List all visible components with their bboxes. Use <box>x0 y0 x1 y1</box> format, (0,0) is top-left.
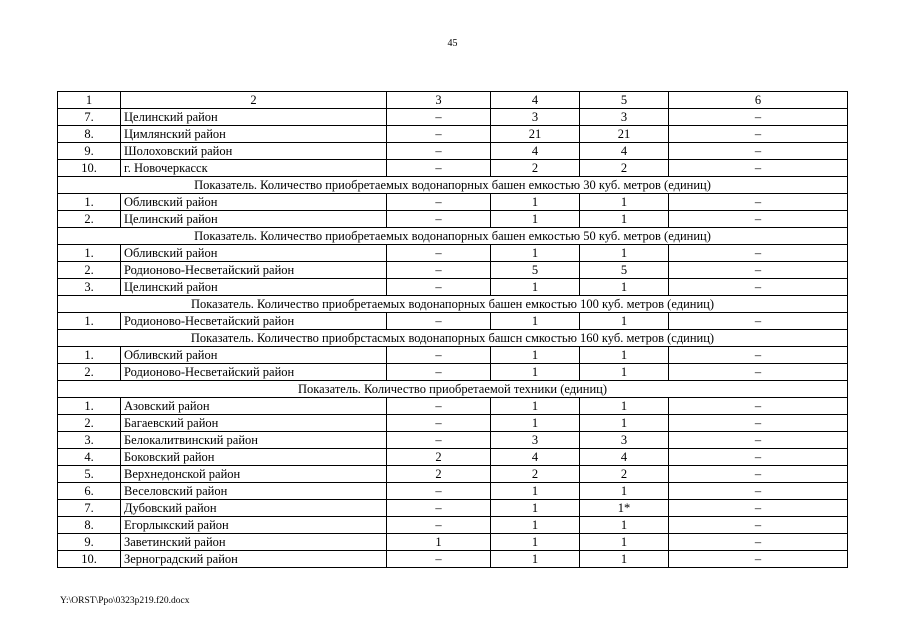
district-name-cell: Егорлыкский район <box>121 517 387 534</box>
value-cell-col5: 4 <box>580 449 669 466</box>
value-cell-col6: – <box>669 211 848 228</box>
section-heading-row <box>58 177 848 194</box>
table-row <box>58 109 848 126</box>
value-cell-col6: – <box>669 466 848 483</box>
row-number-cell: 10. <box>58 160 121 177</box>
district-name-cell: Верхнедонской район <box>121 466 387 483</box>
value-cell-col4: 1 <box>491 534 580 551</box>
value-cell-col5: 1 <box>580 415 669 432</box>
table-row <box>58 398 848 415</box>
value-cell-col3: – <box>387 245 491 262</box>
value-cell-col3: – <box>387 160 491 177</box>
district-name-cell: Цимлянский район <box>121 126 387 143</box>
value-cell-col6: – <box>669 500 848 517</box>
value-cell-col6: – <box>669 109 848 126</box>
column-header-cell: 3 <box>387 92 491 109</box>
value-cell-col3: – <box>387 551 491 568</box>
row-number-cell: 6. <box>58 483 121 500</box>
table-row <box>58 347 848 364</box>
row-number-cell: 1. <box>58 194 121 211</box>
value-cell-col4: 2 <box>491 160 580 177</box>
column-header-cell: 2 <box>121 92 387 109</box>
value-cell-col3: – <box>387 126 491 143</box>
district-name-cell: Целинский район <box>121 279 387 296</box>
value-cell-col4: 1 <box>491 483 580 500</box>
value-cell-col4: 1 <box>491 517 580 534</box>
value-cell-col6: – <box>669 245 848 262</box>
value-cell-col4: 1 <box>491 364 580 381</box>
district-name-cell: Целинский район <box>121 109 387 126</box>
section-heading-row <box>58 296 848 313</box>
value-cell-col5: 1 <box>580 313 669 330</box>
table-row <box>58 466 848 483</box>
value-cell-col4: 1 <box>491 500 580 517</box>
district-name-cell: Белокалитвинский район <box>121 432 387 449</box>
value-cell-col5: 3 <box>580 432 669 449</box>
value-cell-col4: 1 <box>491 347 580 364</box>
value-cell-col3: – <box>387 279 491 296</box>
table-row <box>58 415 848 432</box>
value-cell-col3: – <box>387 143 491 160</box>
district-name-cell: Родионово-Несветайский район <box>121 262 387 279</box>
table-row <box>58 432 848 449</box>
value-cell-col4: 1 <box>491 313 580 330</box>
table-header-row <box>58 92 848 109</box>
district-name-cell: Шолоховский район <box>121 143 387 160</box>
value-cell-col3: – <box>387 211 491 228</box>
value-cell-col4: 21 <box>491 126 580 143</box>
value-cell-col5: 2 <box>580 160 669 177</box>
table-row <box>58 211 848 228</box>
value-cell-col5: 1 <box>580 517 669 534</box>
value-cell-col4: 5 <box>491 262 580 279</box>
value-cell-col4: 1 <box>491 415 580 432</box>
row-number-cell: 8. <box>58 517 121 534</box>
district-name-cell: Обливский район <box>121 194 387 211</box>
value-cell-col6: – <box>669 262 848 279</box>
row-number-cell: 9. <box>58 143 121 160</box>
table-row <box>58 551 848 568</box>
value-cell-col3: – <box>387 313 491 330</box>
value-cell-col5: 1 <box>580 364 669 381</box>
value-cell-col5: 1 <box>580 398 669 415</box>
value-cell-col3: 2 <box>387 449 491 466</box>
value-cell-col6: – <box>669 313 848 330</box>
value-cell-col5: 1* <box>580 500 669 517</box>
value-cell-col4: 1 <box>491 211 580 228</box>
value-cell-col6: – <box>669 517 848 534</box>
value-cell-col6: – <box>669 432 848 449</box>
table-row <box>58 534 848 551</box>
column-header-cell: 6 <box>669 92 848 109</box>
value-cell-col4: 1 <box>491 279 580 296</box>
value-cell-col5: 3 <box>580 109 669 126</box>
row-number-cell: 8. <box>58 126 121 143</box>
value-cell-col3: – <box>387 432 491 449</box>
value-cell-col4: 4 <box>491 143 580 160</box>
value-cell-col3: 1 <box>387 534 491 551</box>
value-cell-col5: 21 <box>580 126 669 143</box>
section-heading: Показатель. Количество приобретаемых водонапорных башен емкостью 30 куб. метров (единиц) <box>58 177 848 194</box>
value-cell-col4: 1 <box>491 194 580 211</box>
row-number-cell: 3. <box>58 432 121 449</box>
table-row <box>58 160 848 177</box>
value-cell-col5: 5 <box>580 262 669 279</box>
table-row <box>58 313 848 330</box>
value-cell-col3: – <box>387 194 491 211</box>
data-table <box>57 91 848 568</box>
district-name-cell: Родионово-Несветайский район <box>121 313 387 330</box>
table-row <box>58 279 848 296</box>
value-cell-col6: – <box>669 126 848 143</box>
table-row <box>58 449 848 466</box>
table-row <box>58 126 848 143</box>
row-number-cell: 4. <box>58 449 121 466</box>
value-cell-col3: – <box>387 517 491 534</box>
row-number-cell: 2. <box>58 211 121 228</box>
column-header-cell: 5 <box>580 92 669 109</box>
value-cell-col3: – <box>387 500 491 517</box>
value-cell-col3: – <box>387 347 491 364</box>
district-name-cell: Веселовский район <box>121 483 387 500</box>
section-heading: Показатель. Количество приобретаемой техники (единиц) <box>58 381 848 398</box>
district-name-cell: Заветинский район <box>121 534 387 551</box>
value-cell-col3: – <box>387 415 491 432</box>
value-cell-col6: – <box>669 194 848 211</box>
district-name-cell: Обливский район <box>121 347 387 364</box>
value-cell-col5: 2 <box>580 466 669 483</box>
value-cell-col4: 1 <box>491 551 580 568</box>
value-cell-col3: – <box>387 364 491 381</box>
value-cell-col4: 4 <box>491 449 580 466</box>
district-name-cell: Родионово-Несветайский район <box>121 364 387 381</box>
row-number-cell: 1. <box>58 313 121 330</box>
value-cell-col4: 1 <box>491 398 580 415</box>
table-body <box>58 92 848 568</box>
section-heading: Показатель. Количество приобретаемых водонапорных башен емкостью 50 куб. метров (единиц) <box>58 228 848 245</box>
district-name-cell: Азовский район <box>121 398 387 415</box>
value-cell-col5: 4 <box>580 143 669 160</box>
row-number-cell: 1. <box>58 398 121 415</box>
district-name-cell: Обливский район <box>121 245 387 262</box>
table-row <box>58 245 848 262</box>
value-cell-col3: 2 <box>387 466 491 483</box>
district-name-cell: Зерноградский район <box>121 551 387 568</box>
value-cell-col6: – <box>669 279 848 296</box>
table-row <box>58 517 848 534</box>
value-cell-col3: – <box>387 109 491 126</box>
table-row <box>58 500 848 517</box>
value-cell-col6: – <box>669 551 848 568</box>
value-cell-col6: – <box>669 483 848 500</box>
value-cell-col4: 2 <box>491 466 580 483</box>
table-row <box>58 194 848 211</box>
table-row <box>58 483 848 500</box>
row-number-cell: 5. <box>58 466 121 483</box>
file-path-footer: Y:\ORST\Ppo\0323p219.f20.docx <box>60 596 190 606</box>
value-cell-col5: 1 <box>580 347 669 364</box>
row-number-cell: 10. <box>58 551 121 568</box>
value-cell-col6: – <box>669 143 848 160</box>
value-cell-col5: 1 <box>580 551 669 568</box>
value-cell-col6: – <box>669 160 848 177</box>
value-cell-col5: 1 <box>580 211 669 228</box>
value-cell-col4: 1 <box>491 245 580 262</box>
district-name-cell: Багаевский район <box>121 415 387 432</box>
row-number-cell: 7. <box>58 109 121 126</box>
value-cell-col5: 1 <box>580 483 669 500</box>
district-name-cell: Целинский район <box>121 211 387 228</box>
section-heading-row <box>58 330 848 347</box>
value-cell-col6: – <box>669 398 848 415</box>
value-cell-col3: – <box>387 483 491 500</box>
row-number-cell: 3. <box>58 279 121 296</box>
section-heading-row <box>58 228 848 245</box>
section-heading: Показатель. Количество приобретаемых водонапорных башен емкостью 100 куб. метров (единиц) <box>58 296 848 313</box>
value-cell-col6: – <box>669 449 848 466</box>
value-cell-col5: 1 <box>580 534 669 551</box>
value-cell-col6: – <box>669 534 848 551</box>
row-number-cell: 1. <box>58 347 121 364</box>
value-cell-col5: 1 <box>580 279 669 296</box>
value-cell-col3: – <box>387 262 491 279</box>
value-cell-col6: – <box>669 347 848 364</box>
value-cell-col3: – <box>387 398 491 415</box>
row-number-cell: 9. <box>58 534 121 551</box>
table-row <box>58 262 848 279</box>
section-heading: Показатель. Количество приобрстасмых водонапорных башсн смкостью 160 куб. метров (сдиниц) <box>58 330 848 347</box>
page-number: 45 <box>447 38 458 49</box>
row-number-cell: 2. <box>58 364 121 381</box>
row-number-cell: 2. <box>58 415 121 432</box>
district-name-cell: г. Новочеркасск <box>121 160 387 177</box>
column-header-cell: 4 <box>491 92 580 109</box>
district-name-cell: Боковский район <box>121 449 387 466</box>
value-cell-col5: 1 <box>580 194 669 211</box>
table-row <box>58 364 848 381</box>
value-cell-col6: – <box>669 364 848 381</box>
value-cell-col4: 3 <box>491 109 580 126</box>
value-cell-col6: – <box>669 415 848 432</box>
row-number-cell: 2. <box>58 262 121 279</box>
column-header-cell: 1 <box>58 92 121 109</box>
table-row <box>58 143 848 160</box>
section-heading-row <box>58 381 848 398</box>
value-cell-col4: 3 <box>491 432 580 449</box>
row-number-cell: 7. <box>58 500 121 517</box>
value-cell-col5: 1 <box>580 245 669 262</box>
row-number-cell: 1. <box>58 245 121 262</box>
district-name-cell: Дубовский район <box>121 500 387 517</box>
